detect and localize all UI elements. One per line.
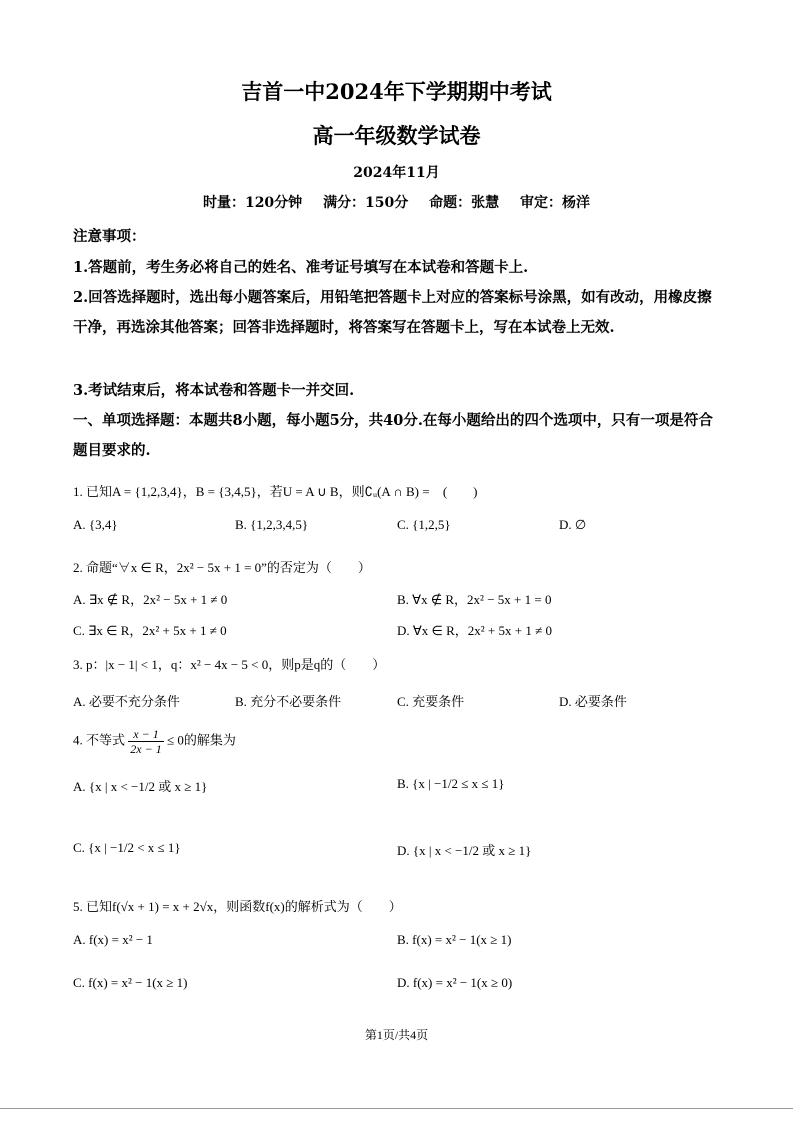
notice-heading: 注意事项： <box>73 228 146 245</box>
question-1-stem <box>73 481 478 500</box>
question-4-option-a: A. {x | x < −1/2 或 x ≥ 1} <box>73 779 208 794</box>
question-4-suffix: ≤ 0的解集为 <box>166 732 236 748</box>
question-2-option-b: B. ∀x ∉ R，2x² − 5x + 1 = 0 <box>397 592 552 607</box>
exam-time: 时量：120分钟 <box>202 195 303 211</box>
question-2-option-d: D. ∀x ∈ R，2x² + 5x + 1 ≠ 0 <box>397 623 552 638</box>
question-5-option-d: D. f(x) = x² − 1(x ≥ 0) <box>397 975 513 990</box>
notice-item-1: 1.答题前，考生务必将自己的姓名、准考证号填写在本试卷和答题卡上. <box>73 259 529 276</box>
notice-item-2: 2.回答选择题时，选出每小题答案后，用铅笔把答题卡上对应的答案标号涂黑，如有改动，用橡皮擦干净，再选涂其他答案；回答非选择题时，将答案写在答题卡上，写在本试卷上无效. <box>73 289 712 336</box>
page-footer: 第1页/共4页 <box>364 1028 429 1042</box>
exam-score: 满分：150分 <box>323 195 409 211</box>
question-3-option-b: B. 充分不必要条件 <box>235 694 342 709</box>
exam-meta <box>0 192 793 212</box>
exam-date: 2024年11月 <box>353 165 440 181</box>
question-1-option-b: B. {1,2,3,4,5} <box>235 517 309 532</box>
question-2-option-c: C. ∃x ∈ R，2x² + 5x + 1 ≠ 0 <box>73 623 227 638</box>
question-1-paren: ( ) <box>442 484 478 499</box>
question-3-option-c: C. 充要条件 <box>397 694 465 709</box>
question-2-stem: 2. 命题“∀x ∈ R，2x² − 5x + 1 = 0”的否定为（ ） <box>73 560 371 575</box>
question-4-option-d: D. {x | x < −1/2 或 x ≥ 1} <box>397 843 532 858</box>
question-3-option-d: D. 必要条件 <box>559 694 627 709</box>
question-4-stem <box>73 727 236 756</box>
notice-item-3: 3.考试结束后，将本试卷和答题卡一并交回. <box>73 382 355 399</box>
question-3-stem: 3. p：|x − 1| < 1，q：x² − 4x − 5 < 0，则p是q的（ ） <box>73 657 386 672</box>
exam-title: 吉首一中2024年下学期期中考试 <box>241 79 552 104</box>
question-5-option-c: C. f(x) = x² − 1(x ≥ 1) <box>73 975 188 990</box>
question-5-option-a: A. f(x) = x² − 1 <box>73 932 153 947</box>
exam-subtitle: 高一年级数学试卷 <box>312 123 481 148</box>
question-1-text: 1. 已知A = {1,2,3,4}，B = {3,4,5}，若U = A ∪ B，则∁ᵤ(A ∩ B) = <box>73 484 430 499</box>
fraction-numerator: x − 1 <box>128 727 163 742</box>
question-1-option-d: D. ∅ <box>559 517 587 532</box>
fraction-denominator: 2x − 1 <box>130 742 162 756</box>
question-5-option-b: B. f(x) = x² − 1(x ≥ 1) <box>397 932 512 947</box>
question-5-stem: 5. 已知f(√x + 1) = x + 2√x，则函数f(x)的解析式为（ ） <box>73 899 402 914</box>
question-4-option-c: C. {x | −1/2 < x ≤ 1} <box>73 840 181 855</box>
question-2-option-a: A. ∃x ∉ R，2x² − 5x + 1 ≠ 0 <box>73 592 228 607</box>
section-heading: 一、单项选择题：本题共8小题，每小题5分，共40分.在每小题给出的四个选项中，只有一项是符合题目要求的. <box>73 412 713 459</box>
question-4-option-b: B. {x | −1/2 ≤ x ≤ 1} <box>397 776 505 791</box>
question-4-prefix: 4. 不等式 <box>73 732 126 748</box>
question-3-option-a: A. 必要不充分条件 <box>73 694 180 709</box>
question-4-fraction <box>128 727 163 756</box>
exam-reviewer: 审定：杨洋 <box>520 195 591 211</box>
question-1-option-c: C. {1,2,5} <box>397 517 451 532</box>
bottom-divider <box>0 1108 793 1109</box>
question-1-option-a: A. {3,4} <box>73 517 118 532</box>
exam-author: 命题：张慧 <box>429 195 500 211</box>
